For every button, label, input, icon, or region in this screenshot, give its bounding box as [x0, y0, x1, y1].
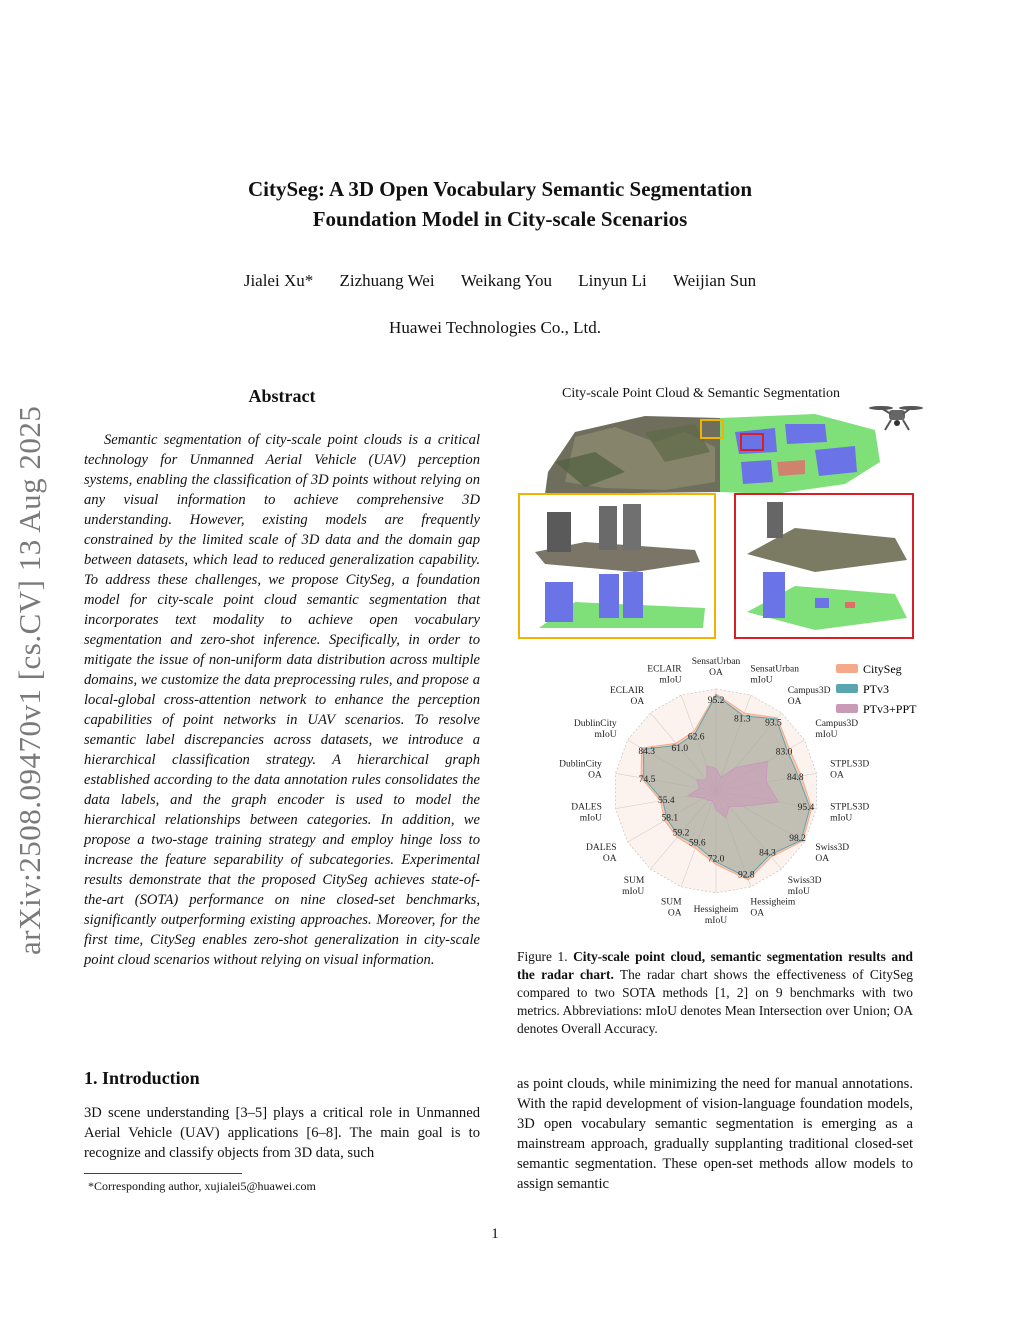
radar-axis-dataset: Swiss3D [815, 843, 850, 853]
radar-value-label: 84.8 [786, 773, 804, 784]
radar-axis-dataset: Campus3D [815, 719, 859, 729]
radar-axis-label [692, 657, 741, 678]
radar-axis-label [788, 686, 831, 707]
author: Linyun Li [578, 271, 647, 290]
radar-axis-label [815, 843, 849, 864]
chart-legend [836, 662, 917, 716]
radar-axis-label [815, 719, 858, 740]
radar-chart [515, 648, 925, 936]
radar-value-label: 95.2 [707, 695, 725, 706]
radar-value-label: 58.1 [661, 813, 679, 824]
right-column-paragraph: as point clouds, while minimizing the need for manual annotations. With the rapid development of vision-language foundation models, 3D open vocabulary semantic segmentation is emerging as a mainstream approach, gradually supplanting traditional closed-set semantic segmentation. These open-set methods allow models to assign semantic [517, 1076, 913, 1192]
arxiv-watermark: arXiv:2508.09470v1 [cs.CV] 13 Aug 2025 [12, 405, 47, 955]
radar-axis-dataset: Campus3D [787, 686, 831, 697]
footnote-divider [84, 1173, 242, 1174]
radar-value-label: 81.3 [733, 714, 751, 725]
radar-axis-dataset: ECLAIR [647, 664, 682, 675]
radar-value-label: 55.4 [657, 795, 675, 806]
radar-axis-label [586, 843, 617, 864]
yellow-detail-panel [519, 494, 715, 638]
radar-value-label: 72.0 [707, 854, 725, 865]
radar-axis-metric: OA [787, 697, 802, 708]
affiliation: Huawei Technologies Co., Ltd. [389, 318, 601, 337]
radar-axis-metric: OA [667, 908, 682, 919]
paper-title [0, 174, 1000, 234]
radar-axis-label [647, 664, 682, 685]
page-number: 1 [491, 1226, 499, 1242]
radar-axis-dataset: STPLS3D [830, 802, 870, 813]
radar-axis-label [788, 876, 822, 897]
radar-axis-label [661, 898, 682, 919]
footnote: *Corresponding author, xujialei5@huawei.com [88, 1179, 316, 1193]
radar-axis-label [830, 803, 869, 824]
radar-value-label: 92.8 [738, 870, 755, 881]
point-cloud-figure [515, 402, 925, 642]
radar-value-label: 98.2 [789, 834, 806, 845]
radar-value-label: 62.6 [687, 732, 705, 743]
author: Weikang You [460, 271, 553, 290]
radar-axis-dataset: SUM [660, 897, 682, 908]
radar-value-label: 61.0 [671, 743, 689, 754]
radar-axis-label [559, 759, 602, 780]
radar-axis-label [750, 898, 795, 919]
radar-axis-dataset: Hessigheim [750, 897, 796, 908]
radar-axis-dataset: Hessigheim [693, 905, 739, 915]
author-list [0, 271, 1000, 291]
radar-axis-metric: mIoU [750, 675, 773, 686]
caption-label: Figure 1. [517, 949, 568, 964]
radar-axis-metric: mIoU [622, 886, 645, 897]
radar-axis-dataset: DublinCity [559, 759, 602, 770]
radar-value-label: 95.4 [797, 802, 815, 813]
radar-axis-metric: mIoU [830, 813, 853, 824]
radar-axis-label [830, 759, 869, 780]
radar-axis-dataset: DublinCity [573, 719, 617, 729]
radar-value-label: 84.3 [759, 848, 776, 859]
radar-axis-dataset: SUM [623, 875, 645, 886]
radar-axis-metric: mIoU [594, 730, 617, 740]
radar-axis-dataset: STPLS3D [830, 759, 870, 770]
radar-axis-label [694, 905, 739, 926]
legend-label-ptv3: PTv3 [863, 682, 890, 696]
radar-axis-metric: mIoU [704, 916, 728, 926]
radar-axis-dataset: SensatUrban [750, 664, 799, 675]
radar-value-label: 83.0 [775, 747, 793, 758]
caption-bold: City-scale point cloud, semantic segmentation results and the radar chart. [517, 949, 913, 982]
abstract-heading: Abstract [248, 386, 316, 406]
abstract-body: Semantic segmentation of city-scale point clouds is a critical technology for Unmanned Aerial Vehicle (UAV) perception systems, enabling the classification of 3D points without relying on any visual information to achieve comprehensive 3D understanding. However, existing models are frequently constrained by the limited scale of 3D data and the domain gap between datasets, which lead to reduced generalization capability. To address these challenges, we propose CitySeg, a foundation model for city-scale point cloud semantic segmentation that incorporates text modality to achieve open vocabulary segmentation and zero-shot inference. Specifically, in order to mitigate the issue of non-uniform data distribution across multiple domains, we customize the data preprocessing rules, and propose a local-global cross-attention network to enhance the perception capabilities of point networks in UAV scenarios. To resolve semantic label discrepancies across datasets, we introduce a hierarchical classification strategy. A hierarchical graph established according to the data annotation rules consolidates the data labels, and the graph encoder is used to model the hierarchical relationships between categories. In addition, we propose a two-stage training strategy and employ hinge loss to increase the feature separability of subcategories. Experimental results demonstrate that the proposed CitySeg achieves state-of-the-art (SOTA) performance on nine closed-set benchmarks, significantly outperforming existing approaches. Moreover, for the first time, CitySeg enables zero-shot generalization in city-scale point cloud scenarios without relying on visual information. [84, 432, 480, 968]
radar-value-label: 84.3 [638, 747, 656, 758]
legend-swatch-ptv3 [836, 684, 858, 693]
radar-axis-metric: OA [588, 770, 602, 781]
radar-axis-label [574, 719, 617, 740]
radar-value-label: 74.5 [638, 774, 656, 785]
radar-axis-label [622, 876, 645, 897]
radar-axis-label [750, 664, 799, 685]
radar-axis-metric: mIoU [659, 675, 682, 686]
author: Jialei Xu* [243, 271, 314, 290]
radar-axis-metric: OA [630, 697, 645, 708]
aerial-point-cloud [545, 414, 880, 494]
caption-text: The radar chart shows the effectiveness of CitySeg compared to two SOTA methods [1, 2] on 9 benchmarks with two metrics. Abbreviations: mIoU denotes Mean Intersection over Union; OA denotes Overall Accuracy. [517, 967, 913, 1036]
radar-axis-label [610, 686, 645, 707]
legend-label-ptv3-ppt: PTv3+PPT [863, 702, 917, 716]
radar-axis-dataset: DALES [571, 802, 602, 813]
radar-axis-metric: OA [815, 854, 830, 864]
radar-value-label: 93.5 [765, 718, 782, 729]
drone-icon [869, 406, 923, 430]
intro-paragraph: 3D scene understanding [3–5] plays a critical role in Unmanned Aerial Vehicle (UAV) applications [6–8]. The main goal is to recognize and classify objects from 3D data, such [84, 1105, 480, 1161]
author: Zizhuang Wei [339, 271, 435, 290]
radar-axis-dataset: Swiss3D [787, 875, 822, 886]
radar-value-label: 59.2 [672, 828, 690, 839]
radar-axis-metric: OA [830, 770, 844, 781]
radar-value-label: 59.6 [688, 838, 706, 849]
radar-axis-metric: OA [709, 668, 723, 678]
legend-swatch-cityseg [836, 664, 858, 673]
radar-axis-metric: OA [602, 854, 617, 864]
radar-axis-metric: mIoU [815, 730, 838, 740]
radar-axis-metric: OA [750, 908, 765, 919]
radar-axis-metric: mIoU [787, 886, 810, 897]
radar-axis-dataset: DALES [585, 843, 617, 853]
legend-label-cityseg: CitySeg [863, 662, 902, 676]
radar-axis-label [571, 803, 602, 824]
figure-caption [517, 948, 913, 1038]
figure-top-label: City-scale Point Cloud & Semantic Segmentation [562, 386, 841, 401]
radar-axis-dataset: ECLAIR [609, 686, 645, 697]
legend-swatch-ptv3-ppt [836, 704, 858, 713]
radar-axis-metric: mIoU [579, 813, 602, 824]
title-line-2: Foundation Model in City-scale Scenarios [312, 207, 688, 231]
author: Weijian Sun [673, 271, 757, 290]
radar-axis-dataset: SensatUrban [691, 657, 741, 667]
red-detail-panel [735, 494, 913, 638]
section-heading-introduction: 1. Introduction [84, 1068, 200, 1088]
title-line-1: CitySeg: A 3D Open Vocabulary Semantic Segmentation [247, 177, 753, 201]
